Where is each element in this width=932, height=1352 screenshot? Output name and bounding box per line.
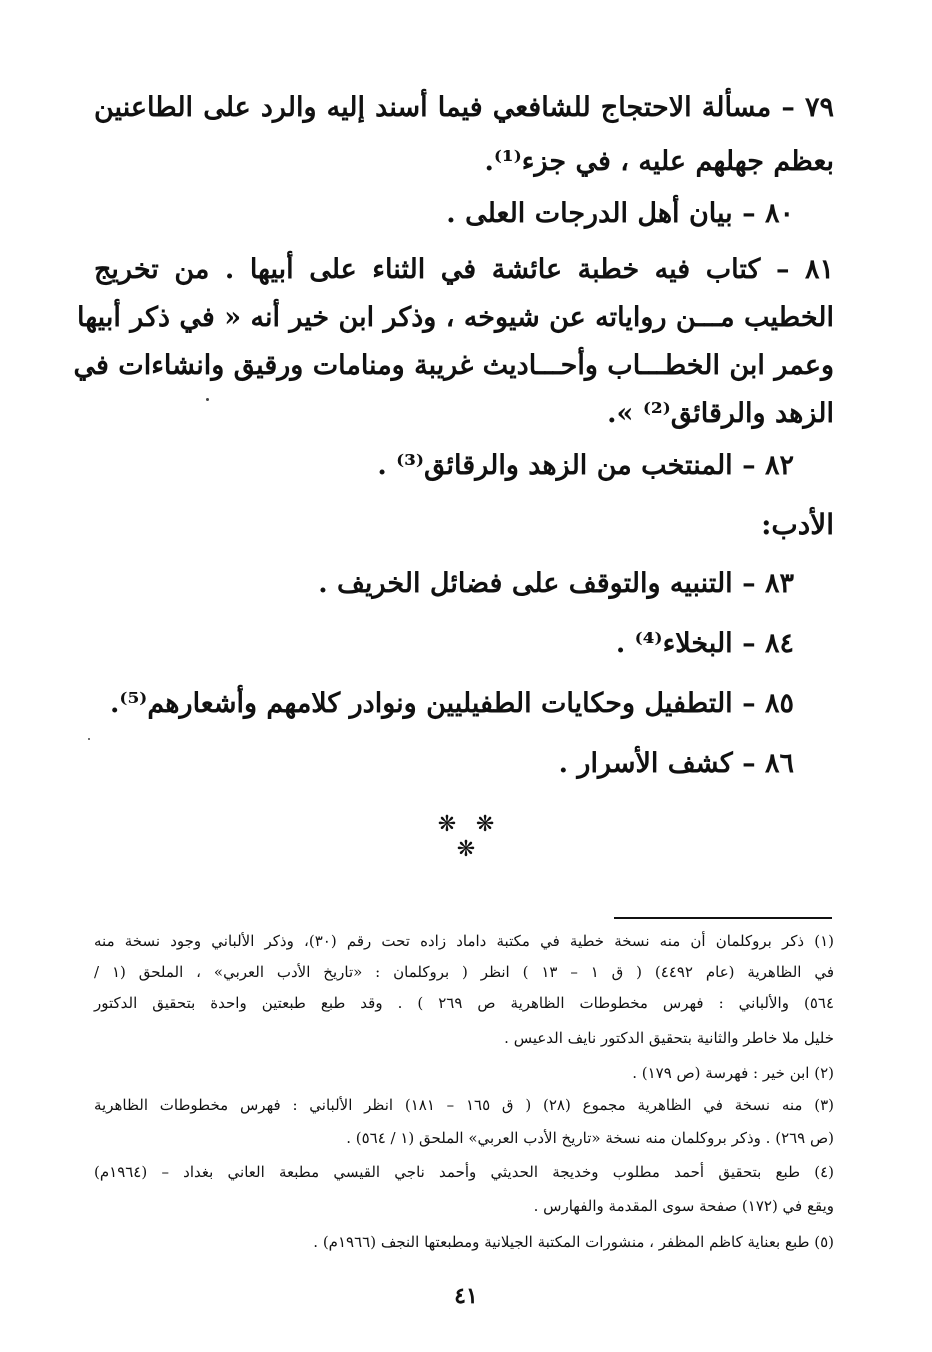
- section-heading-adab: الأدب:: [761, 508, 834, 541]
- footnote-3-line-2: (ص ٢٦٩) . وذكر بروكلمان منه نسخة «تاريخ الأدب العربي» الملحق (١ / ٥٦٤) .: [346, 1129, 834, 1147]
- footnote-2: (٢) ابن خير : فهرسة (ص ١٧٩) .: [632, 1064, 834, 1082]
- entry-81-line-2: الخطيب مـــن رواياته عن شيوخه ، وذكر ابن خير أنه « في ذكر أبيها: [77, 302, 834, 333]
- footnote-4-line-1: (٤) طبع بتحقيق أحمد مطلوب وخديجة الحديثي وأحمد ناجي القيسي مطبعة العاني بغداد – (١٩٦٤م): [94, 1163, 834, 1181]
- entry-81-line-4: الزهد والرقائق⁽²⁾ ».: [607, 398, 834, 429]
- entry-83: ٨٣ – التنبيه والتوقف على فضائل الخريف .: [318, 568, 794, 599]
- footnote-1-line-4: خليل ملا خاطر والثانية بتحقيق الدكتور نايف الدعيس .: [504, 1029, 834, 1047]
- entry-82: ٨٢ – المنتخب من الزهد والرقائق⁽³⁾ .: [377, 450, 794, 481]
- page-number: ٤١: [454, 1283, 478, 1309]
- footnote-5: (٥) طبع بعناية كاظم المظفر ، منشورات المكتبة الجيلانية ومطبعتها النجف (١٩٦٦م) .: [313, 1233, 834, 1251]
- section-separator: ❋ ❋ ❋: [437, 812, 501, 862]
- footnote-rule: [614, 917, 832, 919]
- entry-81-line-3: وعمر ابن الخطـــاب وأحـــاديث غريبة ومنامات ورقيق وانشاءات في: [73, 350, 834, 381]
- scan-speck: [88, 738, 90, 740]
- entry-86: ٨٦ – كشف الأسرار .: [558, 748, 794, 779]
- footnote-1-line-3: ٥٦٤) والألباني : فهرس مخطوطات الظاهرية ص ٢٦٩ ) . وقد طبع طبعتين واحدة بتحقيق الدكتور: [94, 994, 834, 1012]
- entry-81-line-1: ٨١ – كتاب فيه خطبة عائشة في الثناء على أبيها . من تخريج: [94, 254, 834, 285]
- entry-85: ٨٥ – التطفيل وحكايات الطفيليين ونوادر كلامهم وأشعارهم⁽⁵⁾.: [110, 688, 794, 719]
- footnote-4-line-2: ويقع في (١٧٢) صفحة سوى المقدمة والفهارس .: [533, 1197, 834, 1215]
- footnote-1-line-2: في الظاهرية (عام ٤٤٩٢) ( ق ١ – ١٣ ) انظر ( بروكلمان : «تاريخ الأدب العربي» ، الملحق (١ /: [94, 963, 834, 981]
- footnote-1-line-1: (١) ذكر بروكلمان أن منه نسخة خطية في مكتبة داماد زاده تحت رقم (٣٠)، وذكر الألباني وجود نسخة منه: [94, 932, 834, 950]
- entry-79-line-2: بعظم جهلهم عليه ، في جزء⁽¹⁾.: [484, 146, 834, 177]
- entry-79-line-1: ٧٩ – مسألة الاحتجاج للشافعي فيما أسند إليه والرد على الطاعنين: [94, 92, 834, 123]
- scan-speck: [206, 398, 209, 401]
- entry-84: ٨٤ – البخلاء⁽⁴⁾ .: [615, 628, 794, 659]
- footnote-3-line-1: (٣) منه نسخة في الظاهرية مجموع (٢٨) ( ق ١٦٥ – ١٨١) انظر الألباني : فهرس مخطوطات الظاهرية: [94, 1096, 834, 1114]
- entry-80: ٨٠ – بيان أهل الدرجات العلى .: [446, 198, 794, 229]
